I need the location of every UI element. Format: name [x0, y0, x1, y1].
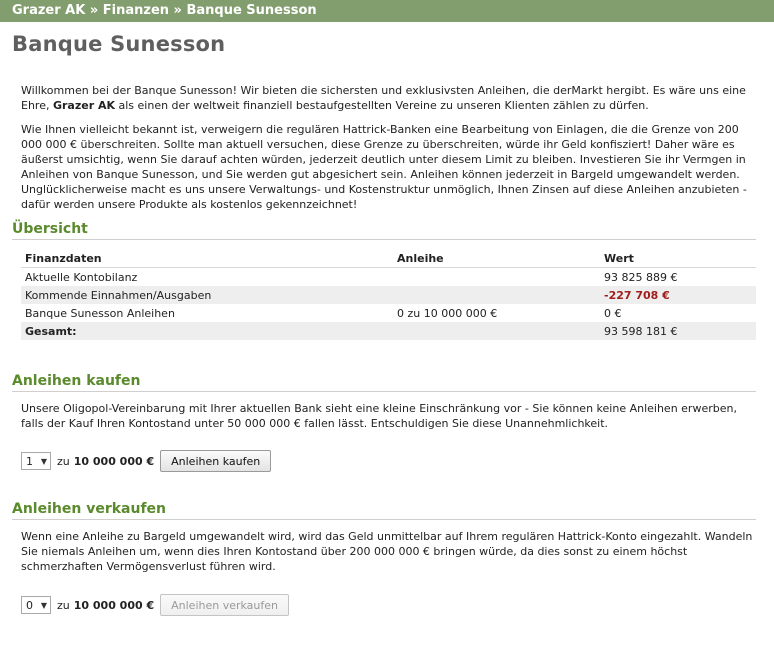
buy-zu-label: zu	[57, 454, 70, 468]
sell-bonds-button[interactable]: Anleihen verkaufen	[160, 594, 289, 616]
col-header-financial-data: Finanzdaten	[21, 249, 393, 268]
chevron-down-icon: ▼	[40, 456, 47, 466]
row-label: Aktuelle Kontobilanz	[25, 270, 138, 284]
row-bond	[393, 286, 600, 304]
buy-quantity-value: 1	[26, 454, 33, 468]
table-row	[21, 304, 756, 322]
col-header-value: Wert	[600, 249, 756, 268]
row-value: 0 €	[604, 306, 622, 320]
table-header-row	[21, 249, 756, 268]
total-row	[21, 322, 756, 340]
sell-quantity-select[interactable]	[21, 596, 51, 614]
sell-quantity-value: 0	[26, 598, 33, 612]
buy-bonds-button[interactable]: Anleihen kaufen	[160, 450, 271, 472]
breadcrumb[interactable]: Grazer AK » Finanzen » Banque Sunesson	[0, 0, 774, 22]
sell-zu-label: zu	[57, 598, 70, 612]
row-bond	[393, 268, 600, 287]
buy-controls	[21, 450, 271, 472]
row-label: Kommende Einnahmen/Ausgaben	[21, 286, 393, 304]
table-row	[21, 268, 756, 287]
intro-text-start: Willkommen bei der Banque Sunesson! Wir bieten die sichersten und exklusivsten Anleihen, die derMarkt hergibt. Es wäre uns eine Ehre,	[21, 84, 746, 112]
row-value: 93 825 889 €	[604, 270, 678, 284]
total-value: 93 598 181 €	[600, 322, 756, 340]
buy-quantity-select[interactable]	[21, 452, 51, 470]
row-value-negative: -227 708 €	[600, 286, 756, 304]
club-name: Grazer AK	[52, 99, 115, 112]
buy-amount: 10 000 000 €	[73, 454, 155, 468]
total-bond	[393, 322, 600, 340]
section-title-sell: Anleihen verkaufen	[12, 501, 756, 520]
sell-info-text: Wenn eine Anleihe zu Bargeld umgewandelt wird, wird das Geld unmittelbar auf Ihrem regulären Hattrick-Konto eingezahlt. Wandeln Sie niemals Anleihen um, wenn dies Ihren Kontostand über 200 000 000 € bringen würde, da dies sonst zu einem höchst schmerzhaften Vermögensverlust führen wird.	[21, 530, 753, 573]
sell-controls	[21, 594, 289, 616]
total-label: Gesamt:	[21, 322, 393, 340]
intro-info-text: Wie Ihnen vielleicht bekannt ist, verweigern die regulären Hattrick-Banken eine Bearbeitung von Einlagen, die die Grenze von 200 000 000 € überschreiten. Sollte man aktuell versuchen, diese Grenze zu überschreiten, würde ihr Geld konfisziert! Daher wäre es äußerst umsichtig, wenn Sie darauf achten würden, jederzeit deutlich unter diesem Limit zu bleiben. Investieren Sie ihr Vermgen in Anleihen von Banque Sunesson, und Sie werden gut abgesichert sein. Anleihen können jederzeit in Bargeld umgewandelt werden. Unglücklicherweise macht es uns unsere Verwaltungs- und Kostenstruktur unmöglich, Ihnen Zinsen auf diese Anleihen anzubieten - dafür werden unsere Produkte als kostenlos gekennzeichnet!	[21, 123, 747, 211]
table-row	[21, 286, 756, 304]
sell-amount: 10 000 000 €	[73, 598, 155, 612]
intro-welcome-text	[21, 83, 756, 113]
intro-text-end: als einen der weltweit finanziell bestaufgestellten Vereine zu unseren Klienten zählen zu dürfen.	[115, 99, 649, 112]
row-label: Banque Sunesson Anleihen	[25, 306, 175, 320]
row-bond: 0 zu 10 000 000 €	[397, 306, 498, 320]
section-title-overview: Übersicht	[12, 221, 756, 240]
finance-table	[21, 249, 756, 340]
col-header-bond: Anleihe	[393, 249, 600, 268]
page-title: Banque Sunesson	[12, 32, 226, 56]
section-title-buy: Anleihen kaufen	[12, 373, 756, 392]
chevron-down-icon: ▼	[40, 600, 47, 610]
buy-info-text: Unsere Oligopol-Vereinbarung mit Ihrer aktuellen Bank sieht eine kleine Einschränkung vor - Sie können keine Anleihen erwerben, falls der Kauf Ihren Kontostand unter 50 000 000 € fallen lässt. Entschuldigen Sie diese Unannehmlichkeit.	[21, 402, 737, 430]
